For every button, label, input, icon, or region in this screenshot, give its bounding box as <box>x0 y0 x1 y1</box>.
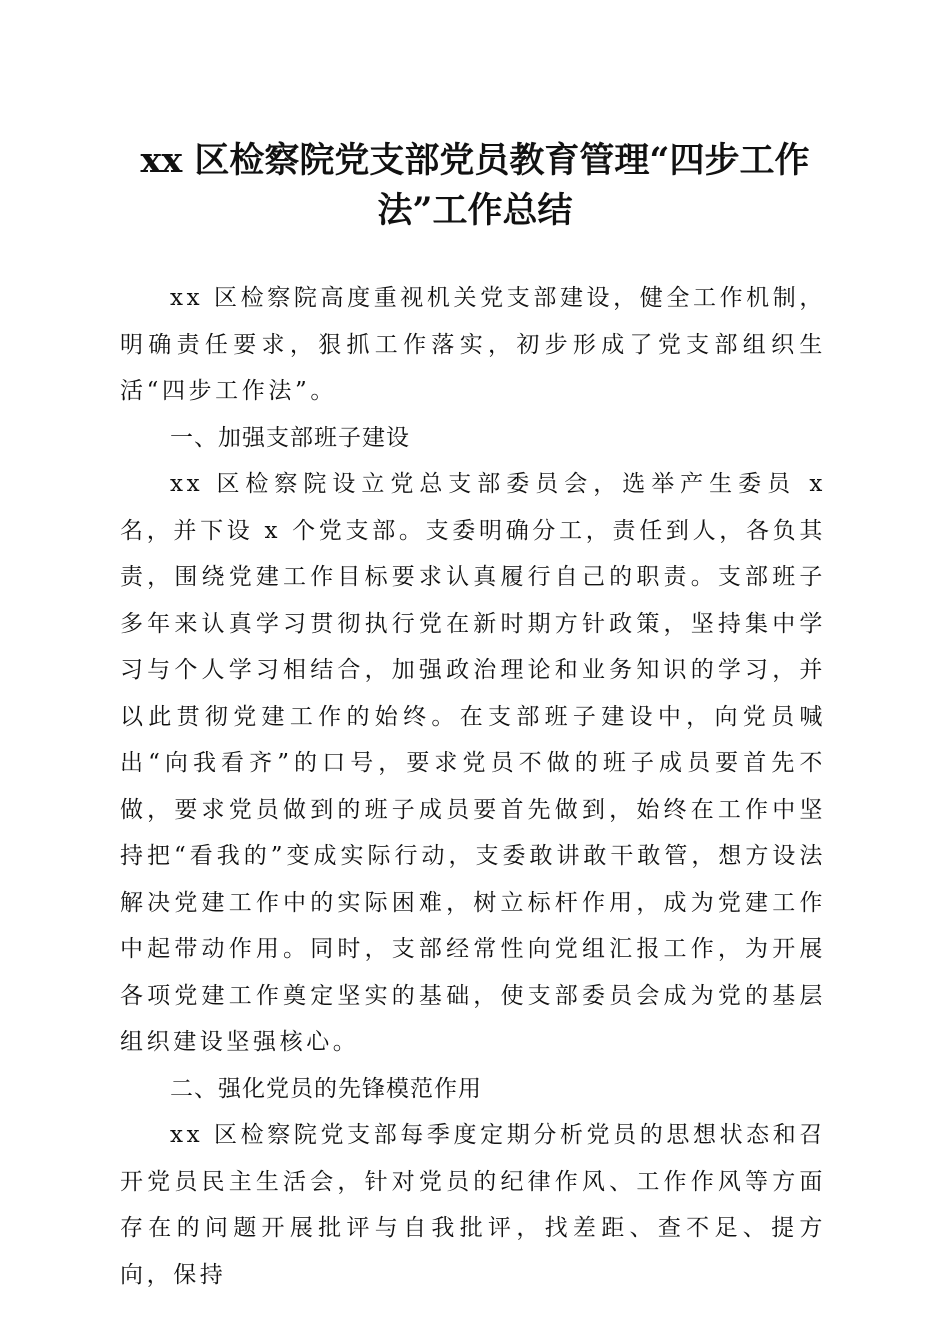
intro-paragraph: xx 区检察院高度重视机关党支部建设，健全工作机制，明确责任要求，狠抓工作落实，初步形成了党支部组织生活“四步工作法”。 <box>120 285 826 404</box>
section-2-paragraph: xx 区检察院党支部每季度定期分析党员的思想状态和召开党员民主生活会，针对党员的纪律作风、工作作风等方面存在的问题开展批评与自我批评，找差距、查不足、提方向，保持 <box>120 1122 826 1288</box>
title-line-2: 法”工作总结 <box>377 190 573 231</box>
section-2-heading: 二、强化党员的先锋模范作用 <box>170 1075 482 1102</box>
title-line-1: xx 区检察院党支部党员教育管理“四步工作 <box>140 140 810 181</box>
document-title <box>100 136 850 236</box>
document-body <box>120 275 826 1298</box>
section-1-paragraph: xx 区检察院设立党总支部委员会，选举产生委员 x 名，并下设 x 个党支部。支委明确分工，责任到人，各负其责，围绕党建工作目标要求认真履行自己的职责。支部班子多年来认真学习贯彻执行党在新时期方针政策，坚持集中学习与个人学习相结合，加强政治理论和业务知识的学习，并以此贯彻党建工作的始终。在支部班子建设中，向党员喊出“向我看齐”的口号，要求党员不做的班子成员要首先不做，要求党员做到的班子成员要首先做到，始终在工作中坚持把“看我的”变成实际行动，支委敢讲敢干敢管，想方设法解决党建工作中的实际困难，树立标杆作用，成为党建工作中起带动作用。同时，支部经常性向党组汇报工作，为开展各项党建工作奠定坚实的基础，使支部委员会成为党的基层组织建设坚强核心。 <box>120 471 826 1055</box>
section-1-heading: 一、加强支部班子建设 <box>170 424 410 451</box>
